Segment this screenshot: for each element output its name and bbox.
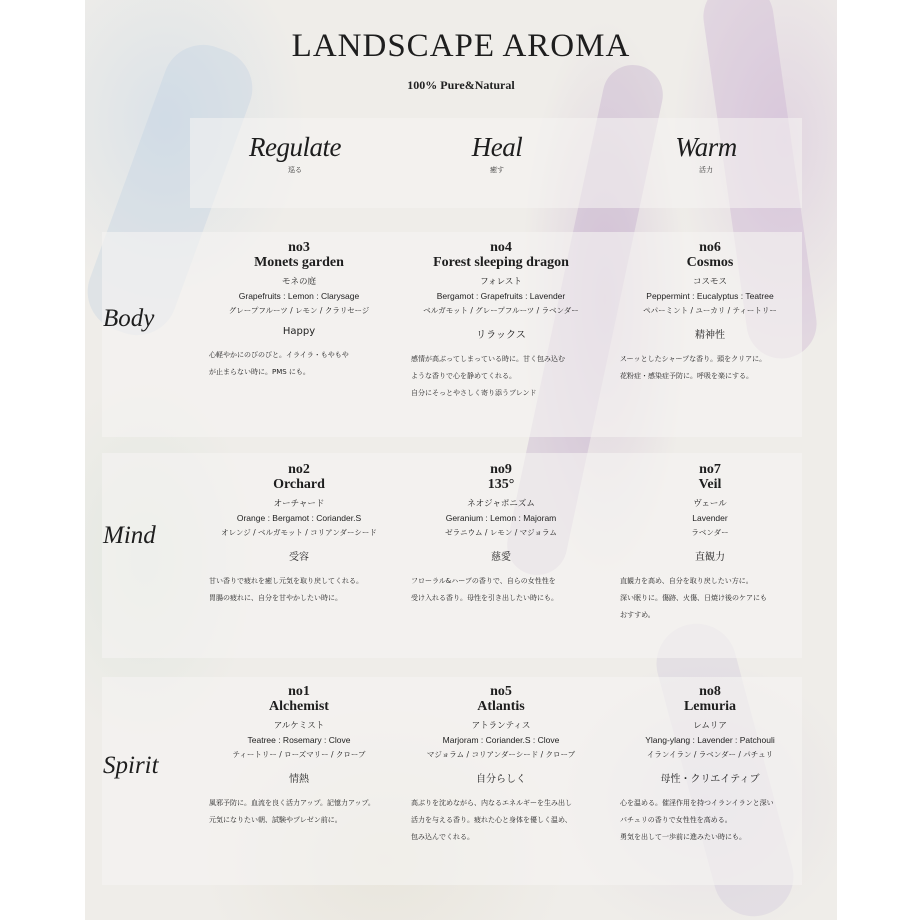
aroma-name-jp: レムリア [693,721,727,731]
aroma-name-jp: ネオジャポニズム [467,499,535,509]
aroma-theme: 直観力 [695,552,725,563]
desc-line: 感情が高ぶってしまっている時に。甘く包み込む [411,355,565,363]
aroma-name-jp: コスモス [692,277,727,287]
column-header-regulate [195,132,395,175]
aroma-oils-jp: オレンジ / ベルガモット / コリアンダーシード [221,528,377,537]
aroma-card-no1 [195,684,403,829]
aroma-name: 135° [487,477,515,492]
aroma-name: Forest sleeping dragon [433,255,569,270]
aroma-card-no9 [397,462,605,607]
aroma-name: Cosmos [686,255,734,270]
aroma-oils: Lavender [692,513,728,523]
aroma-oils-jp: ティートリー / ローズマリー / クローブ [232,750,366,759]
aroma-oils-jp: ゼラニウム / レモン / マジョラム [445,528,557,537]
desc-line: 受け入れる香り。母性を引き出したい時にも。 [411,594,558,602]
aroma-number: no4 [490,240,512,255]
poster [85,0,837,920]
aroma-oils-jp: グレープフルーツ / レモン / クラリセージ [228,306,370,315]
aroma-name: Monets garden [254,255,344,270]
aroma-description [620,573,814,624]
column-subtitle: 癒す [490,166,504,174]
row-label-spirit: Spirit [103,752,159,779]
aroma-name-jp: オーチャード [273,499,325,509]
aroma-card-no7 [606,462,814,624]
desc-line: 甘い香りで疲れを癒し元気を取り戻してくれる。 [209,577,363,585]
column-title: Warm [675,132,737,162]
page-title: LANDSCAPE AROMA [291,28,631,64]
desc-line: 包み込んでくれる。 [411,833,474,841]
aroma-name: Orchard [273,477,325,492]
aroma-name-jp: フォレスト [480,277,522,287]
desc-line: 活力を与える香り。疲れた心と身体を優しく温め、 [411,816,572,824]
aroma-number: no9 [490,462,512,477]
aroma-oils-jp: マジョラム / コリアンダーシード / クローブ [426,750,576,759]
desc-line: 胃腸の疲れに、自分を甘やかしたい時に。 [209,594,342,602]
aroma-oils-jp: ペパーミント / ユーカリ / ティートリー [643,306,777,315]
aroma-theme: 母性・クリエイティブ [660,774,760,785]
aroma-theme: Happy [282,326,316,337]
aroma-oils: Orange : Bergamot : Coriander.S [236,513,362,523]
desc-line: 心を温める。催淫作用を持つイランイランと深い [620,799,774,807]
aroma-name-jp: アトランティス [471,721,531,731]
aroma-number: no1 [288,684,310,699]
desc-line: 勇気を出して一歩前に進みたい時にも。 [620,833,746,841]
desc-line: 高ぶりを沈めながら、内なるエネルギーを生み出し [411,799,572,807]
aroma-number: no8 [699,684,721,699]
aroma-oils: Teatree : Rosemary : Clove [247,735,351,745]
column-title: Heal [471,132,523,162]
aroma-oils: Geranium : Lemon : Majoram [445,513,557,523]
column-subtitle: 巡る [288,166,302,174]
aroma-oils-jp: イランイラン / ラベンダー / パチュリ [646,750,774,759]
aroma-description [209,795,403,829]
aroma-card-no2 [195,462,403,607]
desc-line: 直観力を高め、自分を取り戻したい方に。 [620,577,753,585]
row-label-body: Body [103,305,155,332]
aroma-oils: Grapefruits : Lemon : Clarysage [238,291,360,301]
aroma-name-jp: ヴェール [693,499,727,509]
column-title: Regulate [249,132,341,162]
desc-line: パチュリの香りで女性性を高める。 [620,816,732,824]
aroma-description [411,351,605,402]
aroma-number: no5 [490,684,512,699]
page-subtitle: 100% Pure&Natural [407,78,515,92]
aroma-theme: リラックス [476,330,526,341]
aroma-name: Alchemist [269,699,329,714]
aroma-card-no4 [397,240,605,402]
aroma-name: Lemuria [683,699,737,714]
aroma-theme: 受容 [289,552,309,563]
aroma-description [209,573,403,607]
desc-line: 風邪予防に。血流を良く活力アップ。記憶力アップ。 [209,799,375,807]
desc-line: フローラル&ハーブの香りで、自らの女性性を [411,577,556,585]
desc-line: 心軽やかにのびのびと。イライラ・もやもや [209,351,349,359]
aroma-name-jp: モネの庭 [281,277,316,287]
aroma-card-no6 [606,240,814,385]
column-header-heal [397,132,597,175]
aroma-description [209,347,403,381]
aroma-theme: 精神性 [695,330,725,341]
desc-line: 深い眠りに。傷跡、火傷、日焼け後のケアにも [620,594,767,602]
aroma-description [411,573,605,607]
aroma-oils: Bergamot : Grapefruits : Lavender [436,291,566,301]
aroma-name: Veil [698,477,722,492]
aroma-number: no3 [288,240,310,255]
aroma-oils-jp: ラベンダー [691,528,729,537]
aroma-theme: 情熱 [289,774,309,785]
aroma-card-no3 [195,240,403,381]
aroma-card-no5 [397,684,605,846]
aroma-card-no8 [606,684,814,846]
row-label-mind: Mind [103,522,156,549]
aroma-description [411,795,605,846]
aroma-number: no7 [699,462,721,477]
aroma-oils-jp: ベルガモット / グレープフルーツ / ラベンダー [423,306,579,315]
desc-line: おすすめ。 [620,611,655,619]
desc-line: スーッとしたシャープな香り。頭をクリアに。 [620,355,767,363]
column-subtitle: 活力 [699,166,713,174]
aroma-theme: 慈愛 [491,552,511,563]
desc-line: が止まらない時に。PMS にも。 [209,368,310,376]
desc-line: 花粉症・感染症予防に。呼吸を楽にする。 [620,372,753,380]
aroma-theme: 自分らしく [476,774,526,785]
aroma-number: no2 [288,462,310,477]
desc-line: 元気になりたい朝、試験やプレゼン前に。 [209,816,342,824]
desc-line: ような香りで心を静めてくれる。 [411,372,516,380]
aroma-oils: Marjoram : Coriander.S : Clove [442,735,560,745]
aroma-description [620,351,814,385]
aroma-oils: Peppermint : Eucalyptus : Teatree [646,291,774,301]
aroma-oils: Ylang-ylang : Lavender : Patchouli [645,735,775,745]
aroma-name: Atlantis [477,699,525,714]
aroma-description [620,795,814,846]
aroma-name-jp: アルケミスト [273,721,325,731]
desc-line: 自分にそっとやさしく寄り添うブレンド [411,389,537,397]
column-header-warm [606,132,806,175]
aroma-number: no6 [699,240,721,255]
